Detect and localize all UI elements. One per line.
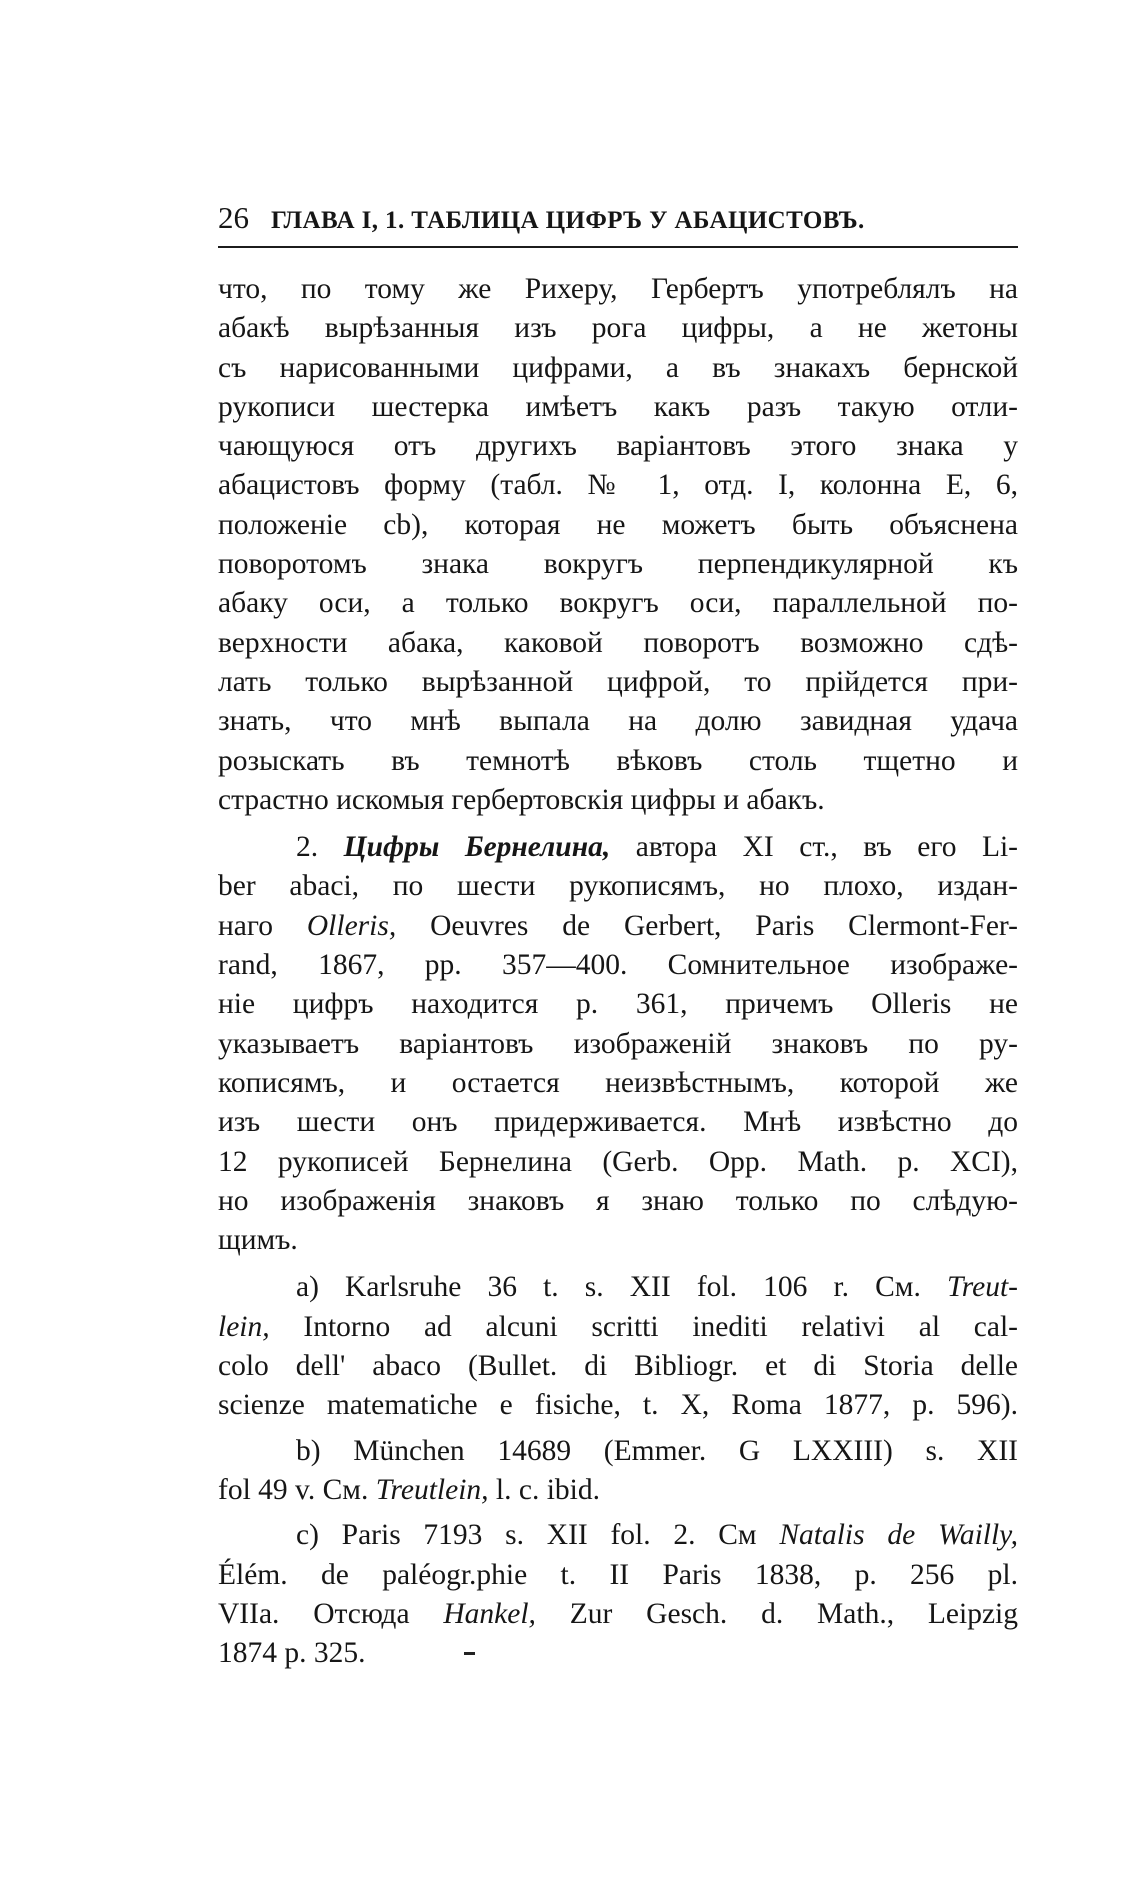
text-line: ніе цифръ находится p. 361, причемъ Olleris не [218,988,1018,1021]
text-line: съ нарисованными цифрами, а въ знакахъ бернской [218,351,1018,384]
text-line: b) München 14689 (Emmer. G LXXIII) s. XII [296,1434,1018,1467]
item-b [218,1432,1018,1511]
text-line: VIIa. Отсюда Hankel, Zur Gesch. d. Math., Leipzig [218,1597,1019,1630]
text-line: colo dell' abaco (Bullet. di Bibliogr. et di Storia delle [218,1350,1018,1383]
text-line: щимъ. [218,1224,298,1257]
text-line: c) Paris 7193 s. XII fol. 2. См Natalis de Wailly, [296,1519,1018,1552]
text-line: абаку оси, а только вокругъ оси, параллельной по- [218,587,1018,620]
text-line: 2. Цифры Бернелина, автора XI ст., въ его Li- [296,831,1019,864]
page-header [218,193,1018,246]
text-line: изъ шести онъ придерживается. Мнѣ извѣстно до [218,1106,1018,1139]
text-line: рукописи шестерка имѣетъ какъ разъ такую отли- [218,390,1018,423]
author-name: Treutlein, [375,1473,489,1506]
text-line: lein, Intorno ad alcuni scritti inediti relativi al cal- [218,1310,1018,1343]
author-name: Natalis de Wailly, [779,1519,1018,1552]
text-line: страстно искомыя гербертовскія цифры и абакъ. [218,783,825,816]
text-line: абакѣ вырѣзанныя изъ рога цифры, а не жетоны [218,312,1018,345]
text-line: поворотомъ знака вокругъ перпендикулярной къ [218,548,1018,581]
text-line: указываетъ варіантовъ изображеній знаковъ по ру- [218,1027,1018,1060]
text-line: лать только вырѣзанной цифрой, то прійдется при- [218,665,1018,698]
section-number: 2. [296,831,344,864]
text-line: кописямъ, и остается неизвѣстнымъ, которой же [218,1066,1018,1099]
text-line: положеніе cb), которая не можетъ быть объяснена [218,508,1018,541]
paragraph-1 [218,270,1018,820]
header-rule [218,246,1018,248]
author-name: Hankel, [443,1597,536,1630]
text-line: но изображенія знаковъ я знаю только по слѣдую- [218,1184,1018,1217]
text-line: наго Olleris, Oeuvres de Gerbert, Paris Clermont-Fer- [218,909,1018,942]
author-name: lein, [218,1310,270,1343]
author-name: Treut- [946,1271,1018,1304]
text-line: верхности абака, каковой поворотъ возможно сдѣ- [218,626,1018,659]
text-line: 1874 p. 325. [218,1637,366,1670]
item-c [218,1516,1018,1673]
text-line: scienze matematiche e fisiche, t. X, Roma 1877, p. 596). [218,1389,1018,1422]
paragraph-2 [218,828,1018,1260]
text-line: розыскать въ темнотѣ вѣковъ столь тщетно и [218,744,1018,777]
text-line: что, по тому же Рихеру, Гербертъ употреблялъ на [218,273,1018,305]
author-name: Olleris, [306,909,397,942]
running-title: ГЛАВА I, 1. ТАБЛИЦА ЦИФРЪ У АБАЦИСТОВЪ. [271,207,865,234]
page-number: 26 [218,200,249,235]
text-line: a) Karlsruhe 36 t. s. XII fol. 106 r. См. Treut- [296,1271,1018,1304]
text-line: Élém. de paléogr.phie t. II Paris 1838, p. 256 pl. [218,1558,1018,1591]
item-a [218,1268,1018,1425]
text-line: rand, 1867, pp. 357—400. Сомнительное изображе- [218,949,1018,982]
section-title: Цифры Бернелина, [343,831,611,864]
text-line: чающуюся отъ другихъ варіантовъ этого знака у [218,430,1018,463]
text-line: знать, что мнѣ выпала на долю завидная удача [218,705,1018,738]
text-line: ber abaci, по шести рукописямъ, но плохо, издан- [218,870,1018,903]
text-line: абацистовъ форму (табл. № 1, отд. I, колонна E, 6, [218,469,1018,502]
stray-print-mark [464,1652,475,1655]
text-line: fol 49 v. См. Treutlein, l. c. ibid. [218,1473,600,1506]
text-line: 12 рукописей Бернелина (Gerb. Opp. Math. p. XCI), [218,1145,1018,1178]
page-body [218,270,1018,1673]
